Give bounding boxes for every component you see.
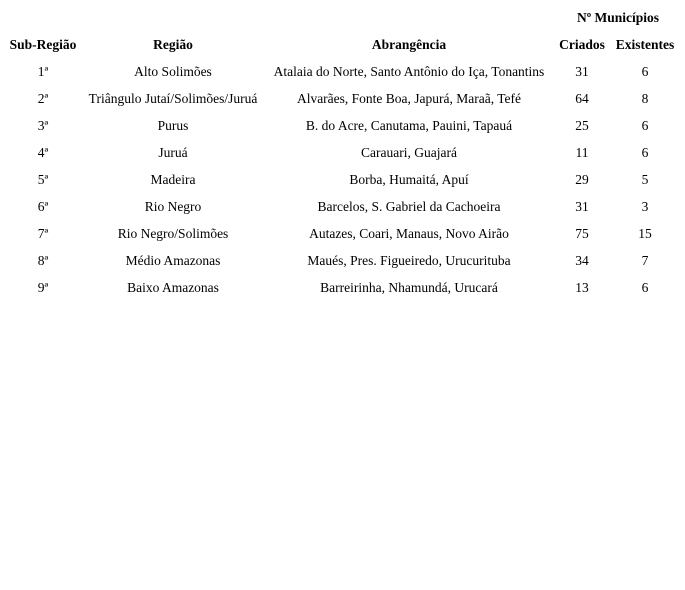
cell-criados: 34 [575,253,589,268]
cell-criados: 31 [575,64,589,79]
cell-sub-regiao: 5ª [37,172,49,187]
cell-criados: 31 [575,199,589,214]
group-header-num-municipios: Nº Municípios [576,10,660,25]
cell-regiao: Médio Amazonas [125,253,221,268]
cell-sub-regiao: 9ª [37,280,49,295]
cell-abrangencia: Borba, Humaitá, Apuí [349,172,469,187]
cell-abrangencia: Alvarães, Fonte Boa, Japurá, Maraã, Tefé [296,91,522,106]
header-existentes: Existentes [615,37,675,52]
header-criados: Criados [559,37,605,52]
cell-regiao: Madeira [150,172,196,187]
cell-abrangencia: Carauari, Guajará [361,145,457,160]
cell-existentes: 5 [641,172,649,187]
cell-sub-regiao: 7ª [37,226,49,241]
cell-existentes: 8 [641,91,649,106]
cell-existentes: 6 [641,145,649,160]
cell-regiao: Rio Negro [144,199,202,214]
cell-regiao: Juruá [158,145,188,160]
cell-abrangencia: Barcelos, S. Gabriel da Cachoeira [317,199,501,214]
cell-existentes: 15 [638,226,652,241]
cell-sub-regiao: 4ª [37,145,49,160]
header-sub-regiao: Sub-Região [9,37,77,52]
cell-abrangencia: Atalaia do Norte, Santo Antônio do Iça, Tonantins [273,64,545,79]
header-regiao: Região [153,37,193,52]
cell-criados: 11 [575,145,589,160]
cell-abrangencia: Barreirinha, Nhamundá, Urucará [320,280,498,295]
cell-sub-regiao: 6ª [37,199,49,214]
cell-criados: 13 [575,280,589,295]
cell-existentes: 6 [641,64,649,79]
cell-abrangencia: Autazes, Coari, Manaus, Novo Airão [309,226,509,241]
header-abrangencia: Abrangência [371,37,447,52]
cell-existentes: 7 [641,253,649,268]
cell-regiao: Rio Negro/Solimões [117,226,229,241]
cell-sub-regiao: 8ª [37,253,49,268]
cell-regiao: Purus [157,118,189,133]
cell-existentes: 3 [641,199,649,214]
cell-criados: 25 [575,118,589,133]
cell-sub-regiao: 1ª [37,64,49,79]
cell-sub-regiao: 3ª [37,118,49,133]
cell-abrangencia: B. do Acre, Canutama, Pauini, Tapauá [305,118,513,133]
cell-regiao: Baixo Amazonas [127,280,219,295]
cell-existentes: 6 [641,280,649,295]
cell-sub-regiao: 2ª [37,91,49,106]
cell-regiao: Alto Solimões [134,64,212,79]
cell-existentes: 6 [641,118,649,133]
cell-regiao: Triângulo Jutaí/Solimões/Juruá [88,91,258,106]
cell-criados: 75 [575,226,589,241]
cell-criados: 64 [575,91,589,106]
cell-abrangencia: Maués, Pres. Figueiredo, Urucurituba [307,253,511,268]
cell-criados: 29 [575,172,589,187]
